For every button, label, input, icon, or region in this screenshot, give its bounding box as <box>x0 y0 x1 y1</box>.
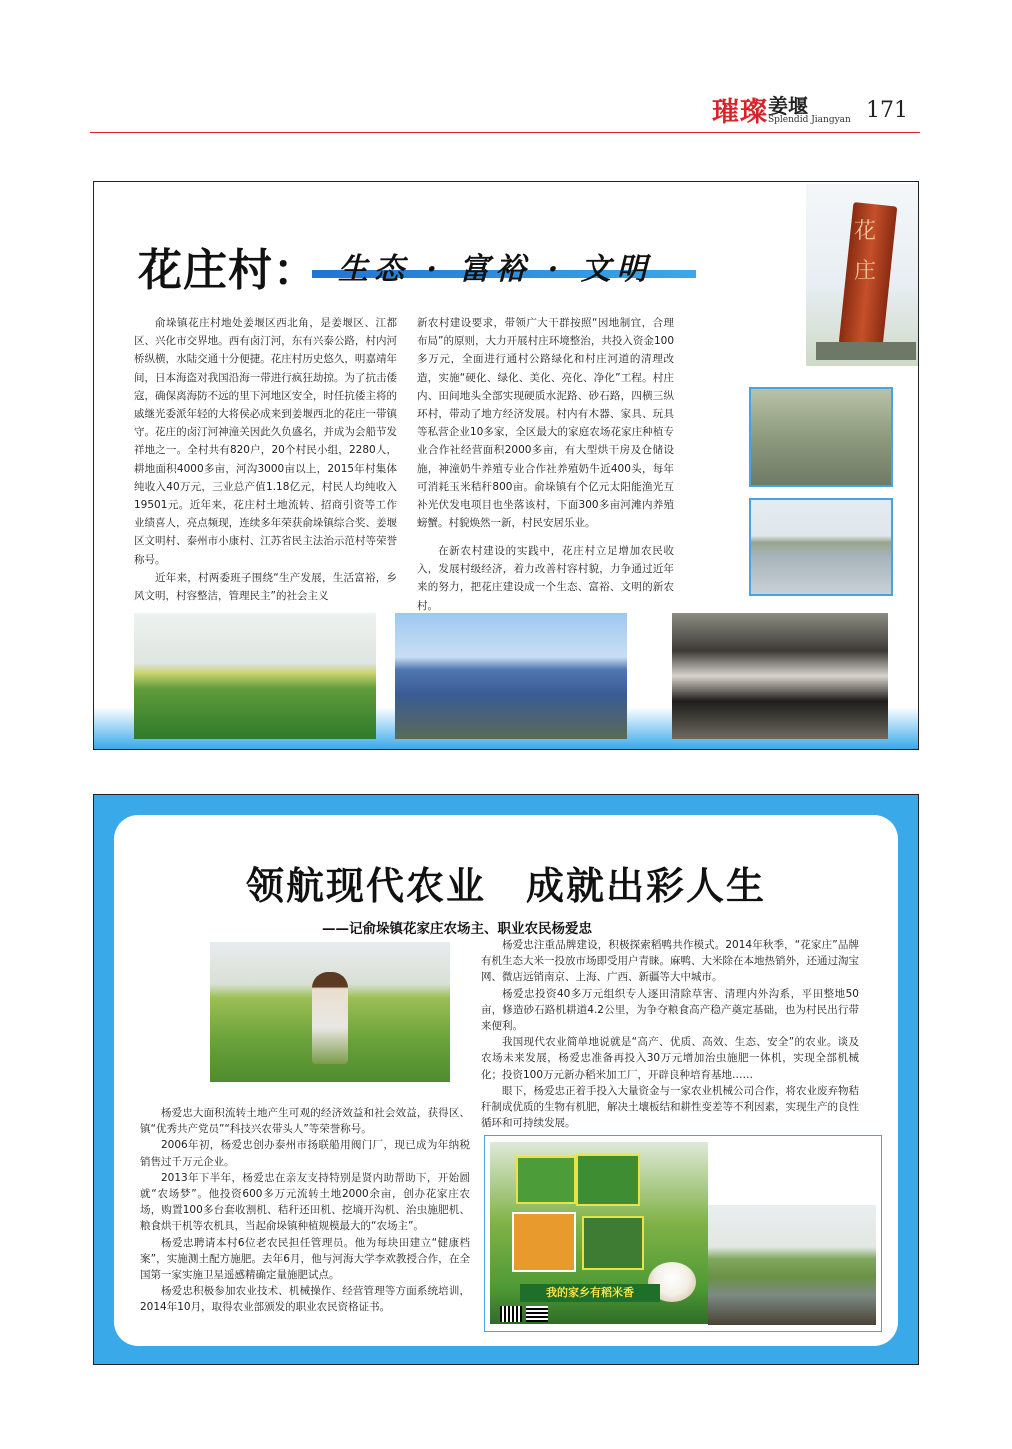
product-banner: 我的家乡有稻米香 <box>520 1284 660 1302</box>
article-column-left <box>140 1105 470 1316</box>
tractor-field-photo <box>134 613 376 739</box>
masthead-logo: 璀璨 <box>712 97 768 128</box>
rice-gift-box <box>516 1156 576 1204</box>
article-subtitle: ——记俞垛镇花家庄农场主、职业农民杨爱忠 <box>322 921 592 937</box>
ducks-paddy-photo <box>708 1205 876 1325</box>
panel-content-card <box>114 815 898 1346</box>
paragraph: 近年来，村两委班子围绕“生产发展，生活富裕，乡风文明，村容整洁，管理民主”的社会主义 <box>134 571 397 603</box>
paragraph: 2013年下半年，杨爱忠在亲友支持特别是贤内助帮助下，开始圆就“农场梦”。他投资600多万元流转土地2000余亩，创办花家庄农场，购置100多台套收割机、秸秆还田机、挖墒开沟机、治虫施肥机、粮食烘干机等农机具，当起俞垛镇种植规模最大的“农场主”。 <box>140 1171 470 1233</box>
paragraph: 杨爱忠注重品牌建设，积极探索稻鸭共作模式。2014年秋季，“花家庄”品牌有机生态大米一投放市场即受用户青睐。麻鸭、大米除在本地热销外，还通过淘宝网、微店远销南京、上海、广西、新疆等大中城市。 <box>481 939 859 984</box>
dairy-cows-photo <box>672 613 888 739</box>
header-divider <box>90 132 920 133</box>
paragraph: 新农村建设要求，带领广大干群按照“因地制宜，合理布局”的原则，大力开展村庄环境整治，共投入资金100多万元，全面进行通村公路绿化和村庄河道的清理改造，实施“硬化、绿化、美化、亮化、净化”工程。村庄内、田间地头全部实现硬质水泥路、砂石路，四横三纵环村，带动了地方经济发展。村内有木器、家具、玩具等私营企业10多家，全区最大的家庭农场花家庄种植专业合作社经营面积2000多亩，有大型烘干房及仓储设施，神潼奶牛养殖专业合作社养殖奶牛近400头，每年可消耗玉米秸秆800亩。俞垛镇有个亿元太阳能渔光互补光伏发电项目也坐落该村，下面300多亩河滩内养殖螃蟹。村貌焕然一新，村民安居乐业。 <box>417 317 674 530</box>
village-sign-photo <box>806 184 918 366</box>
masthead-logo-english: Splendid Jiangyan <box>768 115 851 125</box>
paragraph: 在新农村建设的实践中，花庄村立足增加农民收入，发展村级经济，着力改善村容村貌，力争通过近年来的努力，把花庄建设成一个生态、富裕、文明的新农村。 <box>417 545 674 612</box>
rice-products-photo <box>490 1142 708 1324</box>
farmer-figure <box>312 972 348 1064</box>
article-column-right <box>481 937 859 1131</box>
masthead-logo-city: 姜堰 <box>768 94 808 118</box>
paragraph: 我国现代农业简单地说就是“高产、优质、高效、生态、安全”的农业。谈及农场未来发展，杨爱忠准备再投入30万元增加治虫施肥一体机，实现全部机械化；投资100万元新办稻米加工厂，开辟良种培育基地…… <box>481 1036 859 1081</box>
canal-dredging-photo <box>749 387 893 487</box>
article-title: 领航现代农业 成就出彩人生 <box>245 863 766 908</box>
qr-code-icon <box>526 1306 548 1322</box>
article-panel-yang-aizhong <box>93 794 919 1365</box>
paragraph: 2006年初，杨爱忠创办泰州市扬联船用阀门厂，现已成为年纳税销售过千万元企业。 <box>140 1139 470 1168</box>
rice-gift-box <box>576 1154 640 1206</box>
paragraph: 杨爱忠聘请本村6位老农民担任管理员。他为每块田建立“健康档案”，实施测土配方施肥。去年6月，他与河海大学李欢教授合作，在全国第一家实施卫星遥感精确定量施肥试点。 <box>140 1236 470 1282</box>
paragraph: 俞垛镇花庄村地处姜堰区西北角，是姜堰区、江都区、兴化市交界地。西有卤汀河，东有兴泰公路，村内河桥纵横，水陆交通十分便捷。花庄村历史悠久，明嘉靖年间，日本海盗对我国沿海一带进行疯狂劫掠。为了抗击倭寇，确保离海防不远的里下河地区安全，时任抗倭主将的戚继光委派年轻的大将侯必成来到姜堰西北的花庄一带镇守。花庄的卤汀河神潼关因此久负盛名，并成为会船节发祥地之一。全村共有820户，20个村民小组，2280人，耕地面积4000多亩，河沟3000亩以上，2015年村集体纯收入40万元，三业总产值1.18亿元，村民人均纯收入19501元。近年来，花庄村土地流转、招商引资等工作业绩喜人，亮点频现，连续多年荣获俞垛镇综合奖、姜堰区文明村、泰州市小康村、江苏省民主法治示范村等荣誉称号。 <box>134 317 397 566</box>
article-column-3 <box>417 542 674 615</box>
paragraph: 杨爱忠大面积流转土地产生可观的经济效益和社会效益，获得区、镇“优秀共产党员”“科技兴农带头人”等荣誉称号。 <box>140 1107 470 1136</box>
sign-base <box>816 342 916 360</box>
paragraph: 眼下，杨爱忠正着手投入大量资金与一家农业机械公司合作，将农业废弃物秸秆制成优质的生物有机肥，解决土壤板结和耕性变差等不利因素，实现生产的良性循环和可持续发展。 <box>481 1084 859 1130</box>
rice-gift-box <box>512 1212 576 1272</box>
article-title: 花庄村： <box>138 245 318 296</box>
paragraph: 杨爱忠积极参加农业技术、机械操作、经营管理等方面系统培训，2014年10月，取得农业部颁发的职业农民资格证书。 <box>140 1285 470 1314</box>
article-title-slogan: 生态 · 富裕 · 文明 <box>338 252 653 287</box>
paragraph: 杨爱忠投资40多万元组织专人逐田清除草害、清理内外沟系，平田整地50亩，修造砂石路机耕道4.2公里，为争夺粮食高产稳产奠定基础，也为村民出行带来便利。 <box>481 987 859 1033</box>
solar-panels-photo <box>395 613 627 739</box>
page-number: 171 <box>866 98 908 123</box>
article-column-2 <box>417 314 674 532</box>
article-column-1 <box>134 314 397 605</box>
river-village-photo <box>749 498 893 596</box>
rice-gift-box <box>582 1216 644 1270</box>
qr-code-icon <box>500 1306 522 1322</box>
sign-lettering: 花庄 <box>853 219 876 284</box>
article-panel-huazhuang <box>93 181 919 750</box>
farmer-portrait-photo <box>210 942 450 1082</box>
